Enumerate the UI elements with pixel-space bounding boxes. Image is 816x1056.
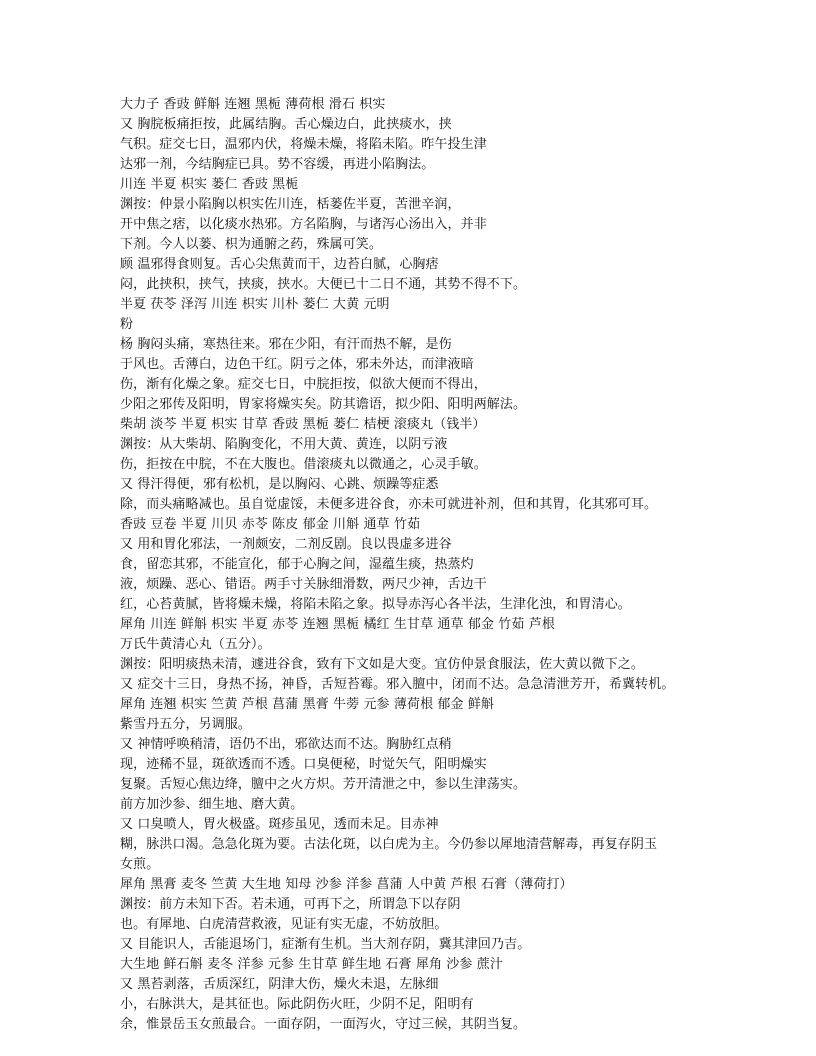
text-line: 杨 胸闷头痛，寒热往来。邪在少阳，有汗而热不解，是伤 bbox=[120, 337, 452, 352]
text-line: 渊按：前方未知下否。若未通，可再下之，所谓急下以存阴 bbox=[120, 897, 461, 912]
text-line: 开中焦之痞，以化痰水热邪。方名陷胸，与诸泻心汤出入，并非 bbox=[120, 217, 487, 232]
text-line: 又 神情呼唤稍清，语仍不出，邪欲达而不达。胸胁红点稍 bbox=[120, 737, 452, 752]
text-line: 又 症交十三日，身热不扬，神昏，舌短苔霉。邪入膻中，闭而不达。急急清泄芳开，希冀转机。 bbox=[120, 677, 675, 692]
text-line: 香豉 豆卷 半夏 川贝 赤苓 陈皮 郁金 川斛 通草 竹茹 bbox=[120, 517, 421, 532]
text-line: 也。有犀地、白虎清营救液，见证有实无虚，不妨放胆。 bbox=[120, 917, 448, 932]
text-line: 犀角 川连 鲜斛 枳实 半夏 赤苓 连翘 黑栀 橘红 生甘草 通草 郁金 竹茹 芦根 bbox=[120, 617, 555, 632]
text-line: 又 目能识人，舌能退场门，症渐有生机。当大剂存阴，冀其津回乃吉。 bbox=[120, 937, 531, 952]
text-line: 犀角 连翘 枳实 竺黄 芦根 菖蒲 黑膏 牛蒡 元参 薄荷根 郁金 鲜斛 bbox=[120, 697, 495, 712]
text-line: 糊，脉洪口渴。急急化斑为要。古法化斑，以白虎为主。今仍参以犀地清营解毒，再复存阴玉 bbox=[120, 837, 658, 852]
document-body bbox=[120, 95, 720, 1035]
text-line: 又 胸脘板痛拒按，此属结胸。舌心燥边白，此挟痰水，挟 bbox=[120, 117, 452, 132]
text-line: 伤，拒按在中脘，不在大腹也。借滚痰丸以微通之，心灵手敏。 bbox=[120, 457, 487, 472]
text-line: 余，惟景岳玉女煎最合。一面存阴，一面泻火，守过三候，其阴当复。 bbox=[120, 1017, 527, 1032]
text-line: 川连 半夏 枳实 蒌仁 香豉 黑栀 bbox=[120, 177, 299, 192]
text-line: 红，心苔黄腻，皆将燥未燥，将陷未陷之象。拟导赤泻心各半法，生津化浊，和胃清心。 bbox=[120, 597, 631, 612]
text-line: 渊按：阳明痰热未清，遽进谷食，致有下文如是大变。宜仿仲景食服法，佐大黄以微下之。 bbox=[120, 657, 645, 672]
text-line: 复聚。舌短心焦边绛，膻中之火方炽。芳开清泄之中，参以生津荡实。 bbox=[120, 777, 527, 792]
text-line: 少阳之邪传及阳明，胃家将燥实矣。防其谵语，拟少阳、阳明两解法。 bbox=[120, 397, 527, 412]
text-line: 伤，渐有化燥之象。症交七日，中脘拒按，似欲大便而不得出， bbox=[120, 377, 487, 392]
text-line: 又 用和胃化邪法，一剂颇安，二剂反剧。良以畏虚多进谷 bbox=[120, 537, 452, 552]
text-line: 小，右脉洪大，是其征也。际此阴伤火旺，少阴不足，阳明有 bbox=[120, 997, 474, 1012]
text-line: 又 黑苔剥落，舌质深红，阴津大伤，燥火未退，左脉细 bbox=[120, 977, 439, 992]
text-line: 渊按：从大柴胡、陷胸变化，不用大黄、黄连，以阴亏液 bbox=[120, 437, 448, 452]
text-line: 下剂。今人以蒌、枳为通腑之药，殊属可笑。 bbox=[120, 237, 383, 252]
text-line: 前方加沙参、细生地、磨大黄。 bbox=[120, 797, 304, 812]
text-line: 液，烦躁、恶心、错语。两手寸关脉细滑数，两尺少神，舌边干 bbox=[120, 577, 487, 592]
text-line: 达邪一剂，今结胸症已具。势不容缓，再进小陷胸法。 bbox=[120, 157, 435, 172]
text-line: 紫雪丹五分，另调服。 bbox=[120, 717, 252, 732]
text-line: 于风也。舌薄白，边色干红。阴亏之体，邪未外达，而津液暗 bbox=[120, 357, 474, 372]
text-line: 气积。症交七日，温邪内伏，将燥未燥，将陷未陷。昨午投生津 bbox=[120, 137, 487, 152]
text-line: 大生地 鲜石斛 麦冬 洋参 元参 生甘草 鲜生地 石膏 犀角 沙参 蔗汁 bbox=[120, 957, 503, 972]
text-line: 食，留恋其邪，不能宣化，郁于心胸之间，湿蕴生痰，热蒸灼 bbox=[120, 557, 474, 572]
text-line: 又 口臭喷人，胃火极盛。斑疹虽见，透而未足。目赤神 bbox=[120, 817, 439, 832]
text-line: 除，而头痛略减也。虽自觉虚馁，未便多进谷食，亦未可就进补剂，但和其胃，化其邪可耳。 bbox=[120, 497, 658, 512]
text-line: 粉 bbox=[120, 317, 134, 332]
text-line: 渊按：仲景小陷胸以枳实佐川连，栝蒌佐半夏，苦泄辛润， bbox=[120, 197, 461, 212]
text-line: 女煎。 bbox=[120, 857, 160, 872]
text-line: 犀角 黑膏 麦冬 竺黄 大生地 知母 沙参 洋参 菖蒲 人中黄 芦根 石膏（薄荷打） bbox=[120, 877, 573, 892]
text-line: 大力子 香豉 鲜斛 连翘 黑栀 薄荷根 滑石 枳实 bbox=[120, 97, 386, 112]
text-line: 万氏牛黄清心丸（五分）。 bbox=[120, 637, 271, 652]
text-line: 半夏 茯苓 泽泻 川连 枳实 川朴 蒌仁 大黄 元明 bbox=[120, 297, 390, 312]
text-line: 柴胡 淡芩 半夏 枳实 甘草 香豉 黑栀 蒌仁 桔梗 滚痰丸（钱半） bbox=[120, 417, 486, 432]
text-line: 顾 温邪得食则复。舌心尖焦黄而干，边苔白腻，心胸痞 bbox=[120, 257, 439, 272]
text-line: 现，迹稀不显，斑欲透而不透。口臭便秘，时觉矢气，阳明燥实 bbox=[120, 757, 487, 772]
text-line: 又 得汗得便，邪有松机，是以胸闷、心跳、烦躁等症悉 bbox=[120, 477, 439, 492]
text-line: 闷，此挟积，挟气，挟痰，挟水。大便已十二日不通，其势不得不下。 bbox=[120, 277, 527, 292]
